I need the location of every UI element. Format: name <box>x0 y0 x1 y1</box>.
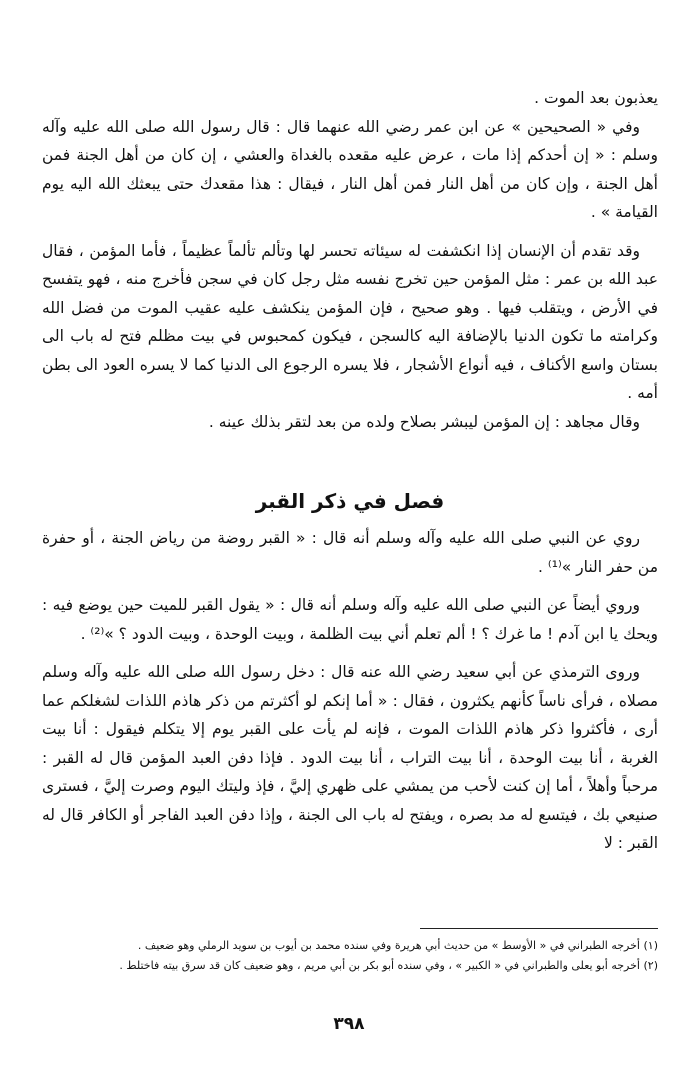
footnotes <box>42 936 658 976</box>
paragraph: وفي « الصحيحين » عن ابن عمر رضي الله عنهما قال : قال رسول الله صلى الله عليه وآله وسلم : « إن أحدكم إذا مات ، عرض عليه مقعده بالغداة والعشي ، إن كان من أهل الجنة فمن أهل الجنة ، وإن كان من أهل النار فمن أهل النار ، فيقال : هذا مقعدك حتى يبعثك الله اليه يوم القيامة » . <box>42 117 658 221</box>
paragraph: يعذبون بعد الموت . <box>534 89 658 107</box>
section-heading: فصل في ذكر القبر <box>255 489 445 513</box>
footnote: (٢) أخرجه أبو يعلى والطبراني في « الكبير » ، وفي سنده أبو بكر بن أبي مريم ، وهو ضعيف كان قد سرق بيته فاختلط . <box>119 959 658 972</box>
paragraph: وروى الترمذي عن أبي سعيد رضي الله عنه قال : دخل رسول الله صلى الله عليه وآله وسلم مصلاه ، فرأى ناساً كأنهم يكثرون ، فقال : « أما إنكم لو أكثرتم من ذكر هاذم اللذات لشغلكم عما أرى ، فأكثروا ذكر هاذم اللذات الموت ، فإنه لم يأت على القبر يوم إلا يتكلم فيقول : أنا بيت الغربة ، أنا بيت الوحدة ، أنا بيت التراب ، أنا بيت الدود . فإذا دفن العبد المؤمن قال له القبر : مرحباً وأهلاً ، أما إن كنت لأحب من يمشي على ظهري إليَّ ، فإذ وليتك اليوم وصرت إليَّ ، فسترى صنيعي بك ، فيتسع له مد بصره ، ويفتح له باب الى الجنة ، وإذا دفن العبد الفاجر أو الكافر قال له القبر : لا <box>42 663 658 852</box>
text-section-1 <box>42 84 658 436</box>
page-number: ٣٩٨ <box>333 1014 365 1034</box>
paragraph: وقال مجاهد : إن المؤمن ليبشر بصلاح ولده من بعد لتقر بذلك عينه . <box>208 412 640 431</box>
paragraph: وروي أيضاً عن النبي صلى الله عليه وآله وسلم أنه قال : « يقول القبر للميت حين يوضع فيه : ويحك يا ابن آدم ! ما غرك ؟ ! ألم تعلم أني بيت الظلمة ، وبيت الوحدة ، وبيت الدود ؟ »⁽²⁾ . <box>42 596 658 643</box>
paragraph: وقد تقدم أن الإنسان إذا انكشفت له سيئاته تحسر لها وتألم تألماً عظيماً ، فأما المؤمن ، فقال عبد الله بن عمر : مثل المؤمن حين تخرج نفسه مثل رجل كان في سجن فأخرج منه ، فهو يتفسح في الأرض ، ويتقلب فيها . وهو صحيح ، فإن المؤمن ينكشف عليه عقيب الموت من فضل الله وكرامته ما تكون الدنيا بالإضافة اليه كالسجن ، فيكون كمحبوس في بيت مظلم فتح له باب الى بستان واسع الأكناف ، فيه أنواع الأشجار ، فلا يسره الرجوع الى الدنيا كما لا يسره العود الى بطن أمه . <box>42 241 658 402</box>
footnote-divider <box>420 928 658 929</box>
footnote: (١) أخرجه الطبراني في « الأوسط » من حديث أبي هريرة وفي سنده محمد بن أيوب بن سويد الرملي وهو ضعيف . <box>137 939 658 952</box>
paragraph: روي عن النبي صلى الله عليه وآله وسلم أنه قال : « القبر روضة من رياض الجنة ، أو حفرة من حفر النار »⁽¹⁾ . <box>42 529 658 576</box>
text-section-2 <box>42 524 658 858</box>
